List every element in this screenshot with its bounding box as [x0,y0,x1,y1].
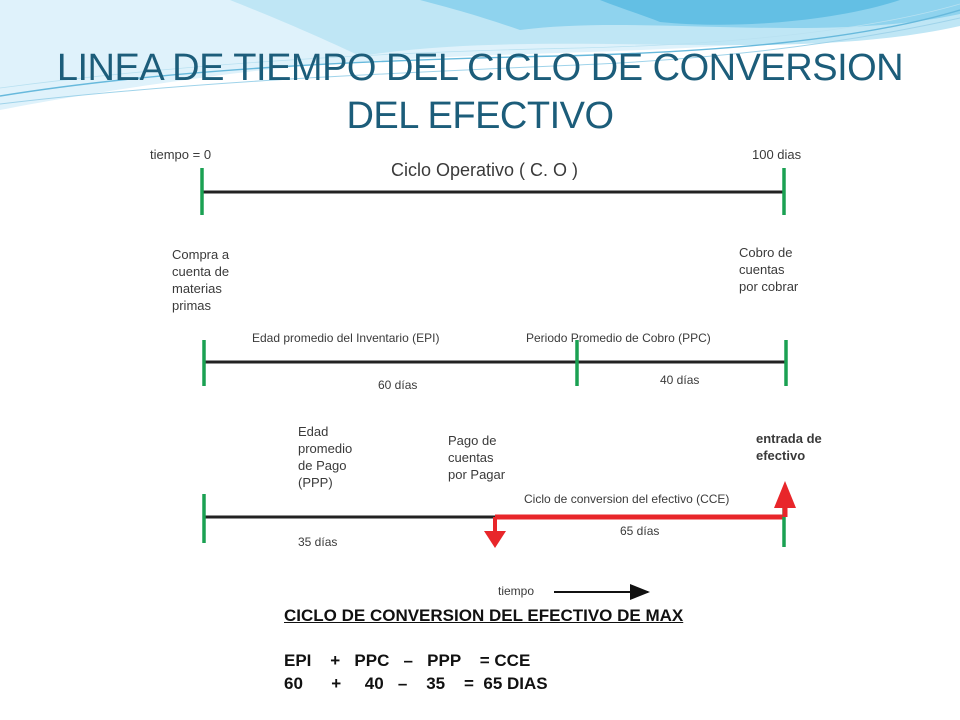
row3-left-note-line: promedio [298,441,353,456]
row2-left-note-line: materias [172,281,222,296]
row2-left-note-line: primas [172,298,212,313]
row3-right-note [756,431,825,463]
payment-down-arrow [484,517,506,548]
formula-row-values: 60 + 40 – 35 = 65 DIAS [284,674,548,693]
row3-mid-note-line: Pago de [448,433,497,448]
row1-start-label: tiempo = 0 [150,147,212,162]
row2-right-note [739,245,799,294]
row3-left-note-line: Edad [298,424,329,439]
row3-cce-label: Ciclo de conversion del efectivo (CCE) [524,492,730,506]
row2-ppc-days: 40 días [660,373,700,387]
cce-formula-box [284,604,844,695]
row2-right-note-line: cuentas [739,262,785,277]
slide-title-line-2: DEL EFECTIVO [346,95,614,137]
formula-row-symbols: EPI + PPC – PPP = CCE [284,651,531,670]
cash-conversion-timeline [148,146,836,600]
row3-mid-note [448,433,506,482]
row3-right-note-line: entrada de [756,431,822,446]
row3-left-note [298,424,356,490]
time-direction-label: tiempo [498,584,535,598]
row2-right-note-line: por cobrar [739,279,799,294]
row3-right-note-line: efectivo [756,448,806,463]
row3-ppp-days: 35 días [298,535,338,549]
formula-title: CICLO DE CONVERSION DEL EFECTIVO DE MAX [284,606,684,625]
row1-bar-label: Ciclo Operativo ( C. O ) [391,160,579,180]
row3-left-note-line: (PPP) [298,475,333,490]
row2-left-note [172,247,233,313]
row2-right-note-line: Cobro de [739,245,793,260]
row3-left-note-line: de Pago [298,458,347,473]
row2-left-note-line: Compra a [172,247,230,262]
row1-end-label: 100 dias [752,147,802,162]
row3-mid-note-line: por Pagar [448,467,506,482]
slide-title [0,44,960,140]
row3-cce-days: 65 días [620,524,660,538]
row3-mid-note-line: cuentas [448,450,494,465]
cash-inflow-up-arrow [774,481,796,517]
row2-epi-days: 60 días [378,378,418,392]
row2-ppc-label: Periodo Promedio de Cobro (PPC) [526,331,711,345]
row2-left-note-line: cuenta de [172,264,230,279]
row2-epi-label: Edad promedio del Inventario (EPI) [252,331,440,345]
slide-title-line-1: LINEA DE TIEMPO DEL CICLO DE CONVERSION [56,47,904,89]
formula-spacer [284,628,844,649]
